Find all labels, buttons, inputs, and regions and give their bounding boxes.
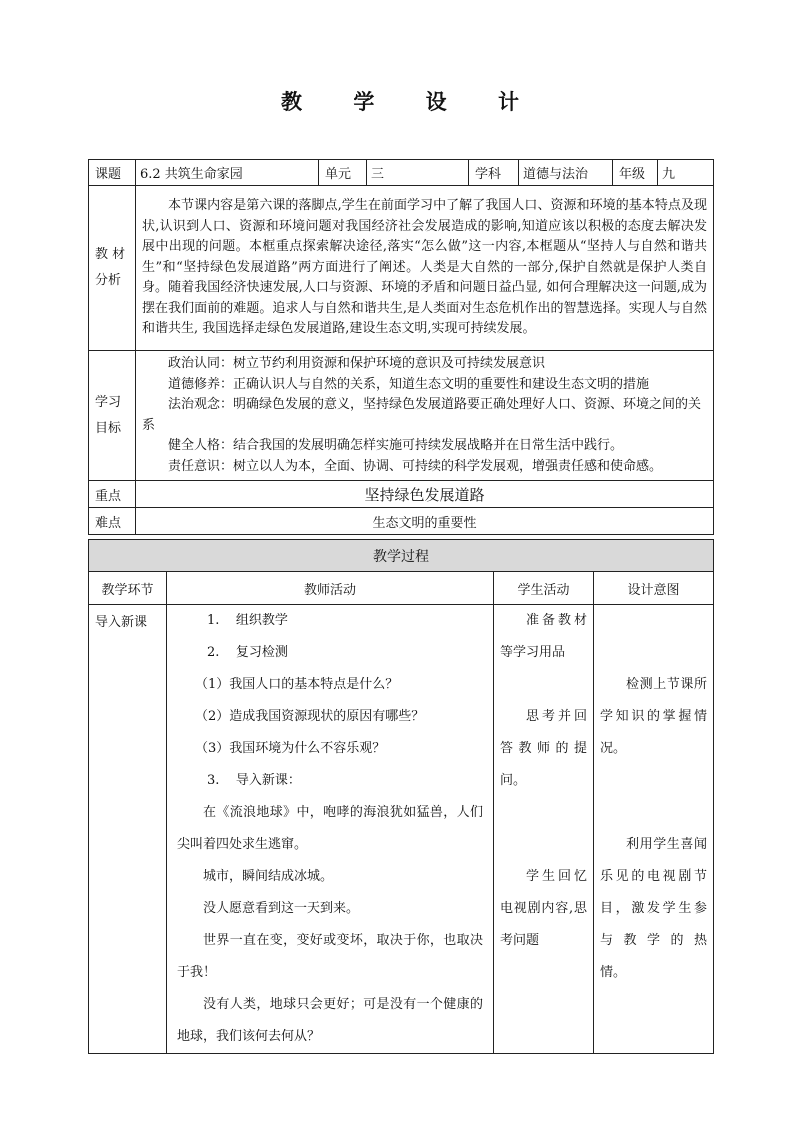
- teacher-question: （2）造成我国资源现状的原因有哪些？: [195, 709, 425, 724]
- analysis-label: 教 材 分析: [89, 186, 136, 351]
- teacher-question: （3）我国环境为什么不容乐观？: [195, 741, 386, 756]
- objective-item: 政治认同：树立节约利用资源和保护环境的意识及可持续发展意识: [168, 356, 546, 371]
- analysis-text: 本节课内容是第六课的落脚点,学生在前面学习中了解了我国人口、资源和环境的基本特点及现状,认识到人口、资源和环境问题对我国经济社会发展造成的影响,知道应该以积极的态度去解决发展中出现的问题。本框重点探索解决途径,落实“怎么做”这一内容,本框题从“坚持人与自然和谐共生”和“坚持绿色发展道路”两方面进行了阐述。人类是大自然的一部分,保护自然就是保护人类自身。随着我国经济快速发展,人口与资源、环境的矛盾和问题日益凸显, 如何合理解决这一问题,成为摆在我们面前的难题。追求人与自然和谐共生,是人类面对生态危机作出的智慧选择。实现人与自然和谐共生, 我国选择走绿色发展道路,建设生态文明,实现可持续发展。: [142, 198, 707, 337]
- teacher-step: 2. 复习检测: [207, 645, 288, 660]
- design-intent: [594, 605, 714, 1054]
- objectives-label: 学习 目标: [89, 351, 136, 481]
- grade-value: 九: [658, 160, 714, 186]
- column-header: 设计意图: [594, 572, 714, 605]
- objectives-row: [89, 351, 714, 481]
- student-item: 准备教材等学习用品: [500, 613, 587, 660]
- key-point-label: 重点: [89, 481, 136, 508]
- analysis-row: [89, 186, 714, 351]
- subject-label: 学科: [469, 160, 519, 186]
- stage-name: 导入新课: [89, 605, 167, 1054]
- teacher-activity: [167, 605, 494, 1054]
- process-row: [89, 605, 714, 1054]
- column-header: 学生活动: [494, 572, 594, 605]
- student-item: 思考并回答 教 师 的 提问。: [500, 709, 587, 788]
- difficulty-label: 难点: [89, 508, 136, 535]
- process-header-row: [89, 572, 714, 605]
- difficulty-row: [89, 508, 714, 535]
- column-header: 教师活动: [167, 572, 494, 605]
- grade-label: 年级: [613, 160, 658, 186]
- page-title: 教 学 设 计: [281, 89, 541, 114]
- unit-label: 单元: [319, 160, 367, 186]
- teaching-process-table: [88, 539, 714, 1054]
- objective-item: 责任意识：树立以人为本，全面、协调、可持续的科学发展观，增强责任感和使命感。: [168, 458, 663, 474]
- unit-value: 三: [367, 160, 469, 186]
- difficulty-text: 生态文明的重要性: [136, 508, 714, 535]
- objective-item: 法治观念：明确绿色发展的意义，坚持绿色发展道路要正确处理好人口、资源、环境之间的关系: [142, 397, 702, 433]
- key-point-row: [89, 481, 714, 508]
- column-header: 教学环节: [89, 572, 167, 605]
- teacher-paragraph: 世界一直在变，变好或变坏，取决于你，也取决于我！: [177, 933, 483, 980]
- objective-item: 健全人格：结合我国的发展明确怎样实施可持续发展战略并在日常生活中践行。: [168, 438, 624, 453]
- topic-value: 6.2 共筑生命家园: [136, 160, 319, 186]
- process-title: 教学过程: [89, 540, 714, 572]
- teacher-paragraph: 没人愿意看到这一天到来。: [203, 901, 360, 916]
- intent-item: 利用学生喜闻乐见的电视剧节目，激发学生参 与 教 学 的 热情。: [600, 837, 707, 980]
- subject-value: 道德与法治: [519, 160, 613, 186]
- student-item: 学生回忆电视剧内容,思考问题: [500, 869, 587, 948]
- teacher-step: 1. 组织教学: [207, 613, 288, 628]
- key-point-text: 坚持绿色发展道路: [136, 481, 714, 508]
- teacher-paragraph: 在《流浪地球》中，咆哮的海浪犹如猛兽，人们尖叫着四处求生逃窜。: [177, 805, 483, 852]
- header-row: [89, 160, 714, 186]
- objective-item: 道德修养：正确认识人与自然的关系，知道生态文明的重要性和建设生态文明的措施: [168, 376, 650, 392]
- teacher-question: （1）我国人口的基本特点是什么？: [195, 677, 399, 692]
- teacher-paragraph: 城市，瞬间结成冰城。: [203, 869, 334, 884]
- student-activity: [494, 605, 594, 1054]
- teacher-step: 3. 导入新课：: [207, 773, 301, 788]
- intent-item: 检测上节课所学知识的掌握情况。: [600, 677, 707, 756]
- lesson-info-table: [88, 159, 714, 535]
- teacher-paragraph: 没有人类，地球只会更好；可是没有一个健康的地球，我们该何去何从？: [177, 997, 483, 1044]
- objectives-list: [142, 354, 707, 477]
- topic-label: 课题: [89, 160, 136, 186]
